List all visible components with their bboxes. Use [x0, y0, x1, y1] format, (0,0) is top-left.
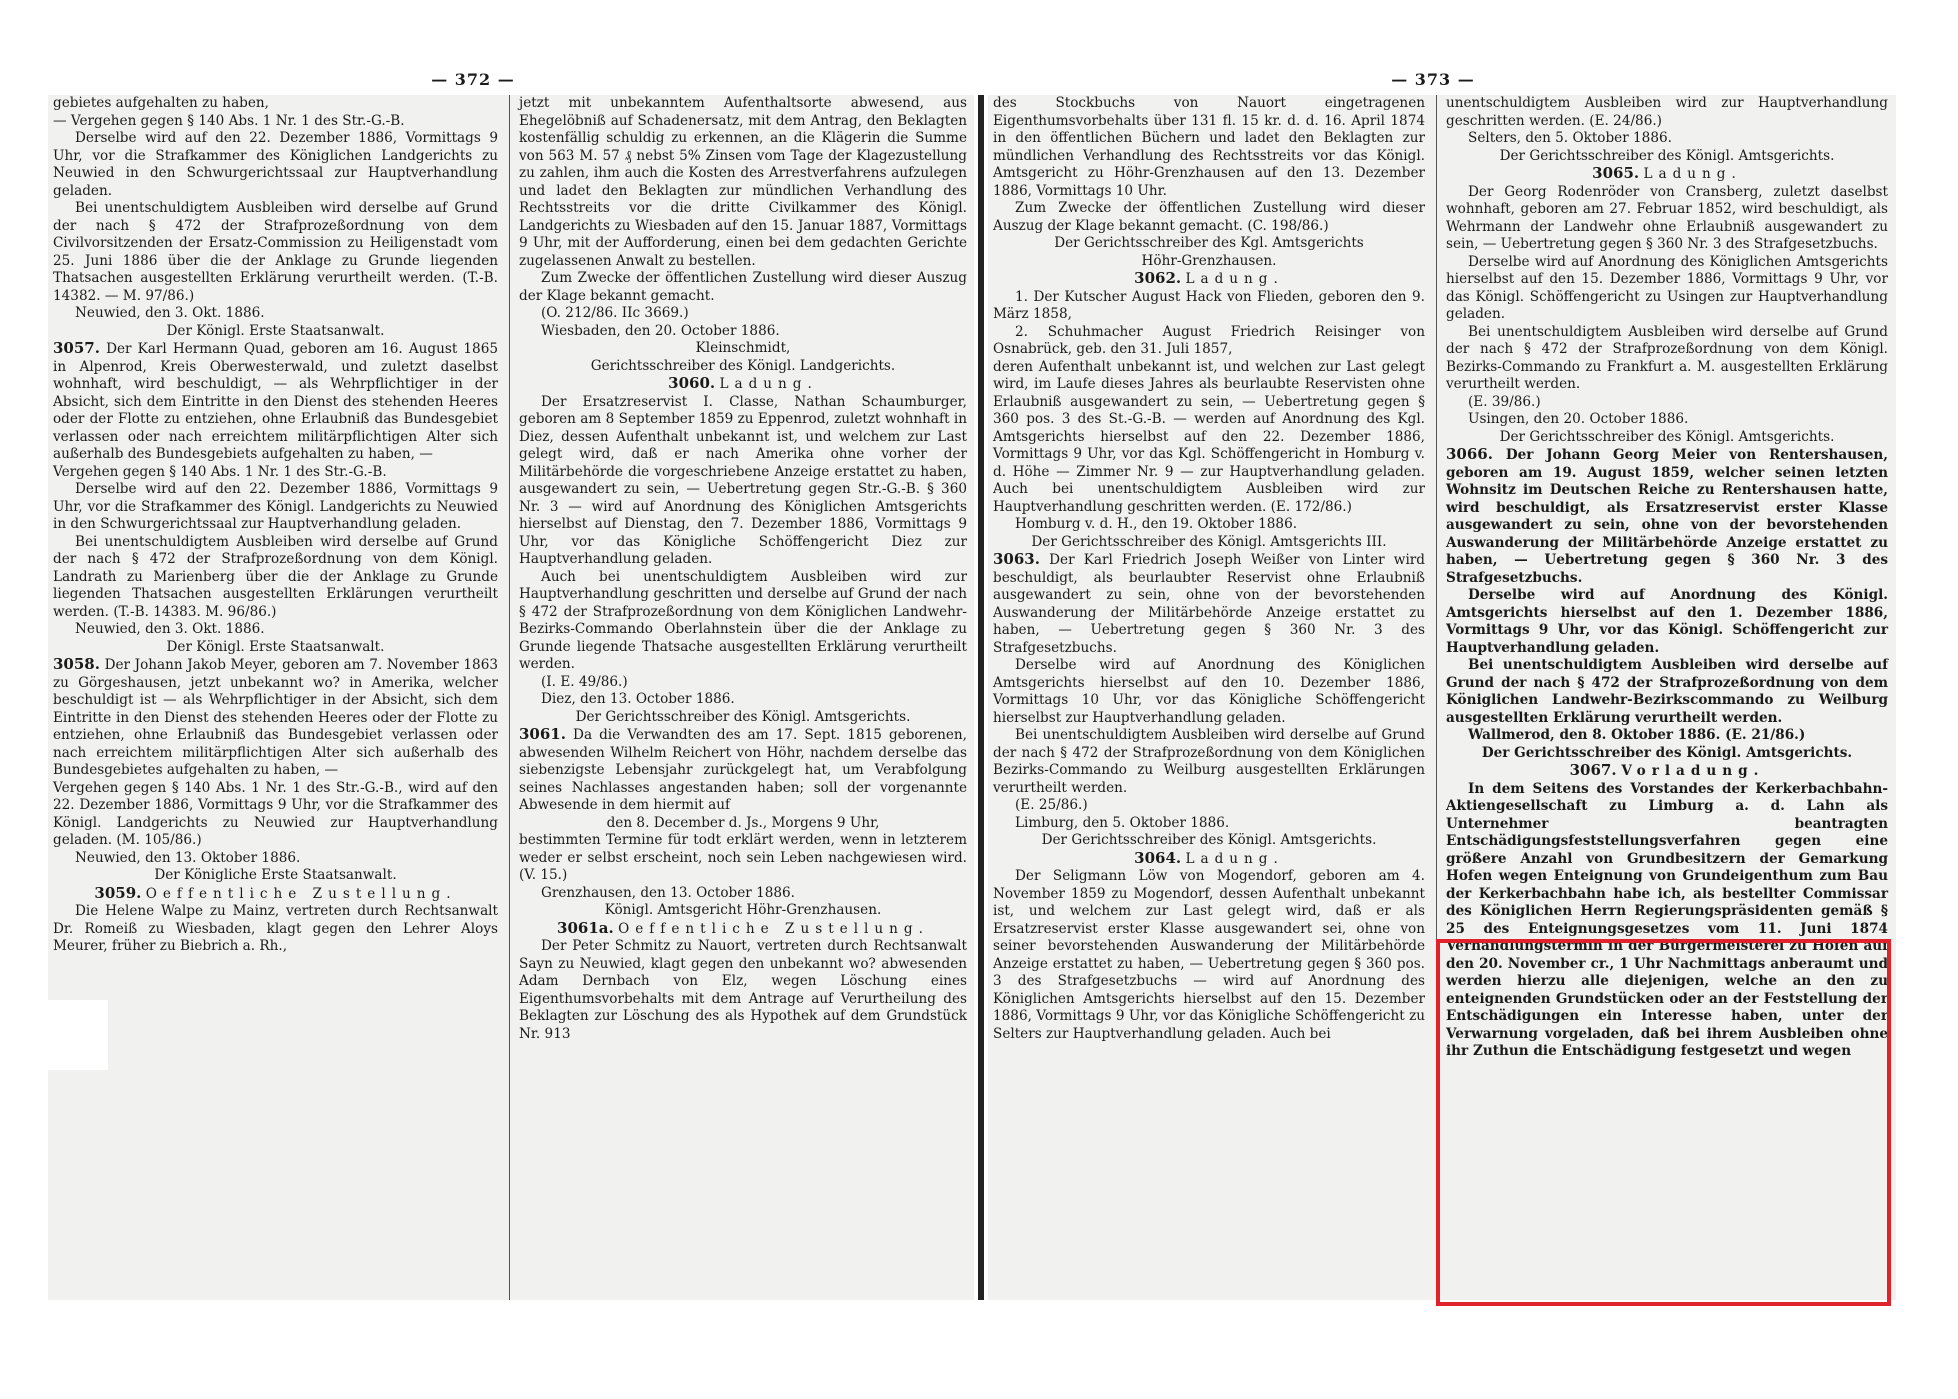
text-paragraph	[1446, 727, 1888, 745]
notice-number: 3059.	[94, 883, 142, 902]
notice-heading: Vorladung.	[1621, 763, 1765, 779]
text-paragraph	[519, 832, 967, 885]
text-paragraph	[53, 867, 498, 885]
text-paragraph	[1446, 148, 1888, 166]
notice-text: Der Königl. Erste Staatsanwalt.	[166, 322, 385, 339]
text-paragraph	[1446, 254, 1888, 324]
notice-paragraph	[993, 850, 1425, 869]
notice-text: Limburg, den 5. Oktober 1886.	[1015, 814, 1230, 831]
notice-text: Der Gerichtsschreiber des Königl. Amtsgerichts.	[1499, 428, 1835, 445]
column-1	[48, 95, 503, 1300]
page-number-right: — 373 —	[1391, 70, 1475, 89]
text-paragraph	[53, 621, 498, 639]
notice-text: (I. E. 49/86.)	[541, 673, 628, 690]
notice-text: Der Königl. Erste Staatsanwalt.	[166, 638, 385, 655]
text-paragraph	[993, 359, 1425, 517]
newspaper-page-373	[988, 95, 1896, 1300]
notice-text: des Stockbuchs von Nauort eingetragenen Eigenthumsvorbehalts über 131 fl. 15 kr. d. d. 16. April 1874 in den öffentlichen Büchern und ladet den Beklagten zur mündlichen Verhandlung des Rechtsstreits vor das Königl. Amtsgericht zu Höhr-Grenzhausen auf den 13. Dezember 1886, Vormittags 10 Uhr.	[993, 95, 1425, 199]
text-paragraph	[53, 534, 498, 622]
text-paragraph	[993, 534, 1425, 552]
notice-text: Der Johann Georg Meier von Rentershausen, geboren am 19. August 1859, welcher seinen letzten Wohnsitz im Deutschen Reiche zu Rentershausen hatte, wird beschuldigt, als Ersatzreservist erster Klasse ausgewandert zu sein, ohne von der bevorstehenden Auswanderung der Militärbehörde Anzeige erstattet zu haben, — Uebertretung gegen § 360 Nr. 3 des Strafgesetzbuchs.	[1446, 447, 1889, 586]
notice-paragraph	[53, 340, 498, 464]
text-paragraph	[519, 569, 967, 674]
notice-text: Derselbe wird auf Anordnung des Königlichen Amtsgerichts hierselbst auf den 15. Dezember 1886, Vormittags 9 Uhr, vor das Königl. Schöffengericht zu Usingen zur Hauptverhandlung geladen.	[1446, 253, 1888, 322]
notice-text: Die Helene Walpe zu Mainz, vertreten durch Rechtsanwalt Dr. Romeiß zu Wiesbaden, klagt gegen den Lehrer Aloys Meurer, früher zu Biebrich a. Rh.,	[53, 903, 498, 954]
text-paragraph	[53, 200, 498, 305]
notice-heading: Ladung.	[1643, 166, 1742, 182]
notice-number: 3057.	[53, 339, 100, 357]
text-paragraph	[519, 358, 967, 376]
text-paragraph	[993, 797, 1425, 815]
notice-text: Der Georg Rodenröder von Cransberg, zuletzt daselbst wohnhaft, geboren am 27. Februar 1852, wird beschuldigt, als Wehrmann der Landwehr ohne Erlaubniß ausgewandert zu sein, — Uebertretung gegen § 360 Nr. 3 des Strafgesetzbuchs.	[1446, 183, 1888, 252]
notice-text: den 8. December d. Js., Morgens 9 Uhr,	[606, 814, 880, 831]
text-paragraph	[993, 832, 1425, 850]
notice-text: Der Gerichtsschreiber des Königl. Amtsgerichts.	[1041, 832, 1377, 848]
text-paragraph	[53, 464, 498, 482]
notice-text: Der Königliche Erste Staatsanwalt.	[154, 867, 397, 883]
newspaper-page-372	[48, 95, 974, 1300]
notice-text: Der Peter Schmitz zu Nauort, vertreten durch Rechtsanwalt Sayn zu Neuwied, klagt gegen den unbekannt wo? abwesenden Adam Dernbach von Elz, wegen Löschung eines Eigenthumsvorbehalts mit dem Antrage auf Verurtheilung des Beklagten zur Löschung des als Hypothek auf dem Grundstück Nr. 913	[519, 938, 967, 1042]
notice-paragraph	[519, 726, 967, 815]
notice-number: 3061a.	[557, 918, 614, 937]
notice-text: Zum Zwecke der öffentlichen Zustellung wird dieser Auszug der Klage bekannt gemacht. (C. 198/86.)	[993, 200, 1425, 234]
text-paragraph	[993, 657, 1425, 727]
text-paragraph	[993, 200, 1425, 235]
notice-text: Gerichtsschreiber des Königl. Landgerichts.	[590, 357, 896, 374]
text-paragraph	[519, 691, 967, 709]
notice-text: Derselbe wird auf Anordnung des Königlichen Amtsgerichts hierselbst auf den 10. Dezember 1886, Vormittags 10 Uhr, vor das Königliche Schöffengericht hierselbst zur Hauptverhandlung geladen.	[993, 657, 1425, 726]
notice-paragraph	[519, 920, 967, 939]
notice-text: Neuwied, den 13. Oktober 1886.	[75, 849, 301, 866]
scan-blank-area	[48, 1000, 108, 1070]
text-paragraph	[519, 815, 967, 833]
notice-text: Selters, den 5. Oktober 1886.	[1468, 130, 1672, 146]
text-paragraph	[519, 938, 967, 1043]
notice-paragraph	[993, 270, 1425, 289]
notice-number: 3060.	[668, 374, 716, 392]
column-4	[1441, 95, 1893, 1300]
notice-heading: Ladung.	[1185, 271, 1284, 287]
text-paragraph	[519, 885, 967, 903]
text-paragraph	[519, 340, 967, 358]
notice-text: Wiesbaden, den 20. October 1886.	[541, 322, 780, 339]
notice-text: Der Gerichtsschreiber des Königl. Amtsgerichts.	[1481, 744, 1853, 761]
notice-text: 2. Schuhmacher August Friedrich Reisinger von Osnabrück, geb. den 31. Juli 1857,	[993, 323, 1425, 357]
text-paragraph	[993, 868, 1425, 1043]
notice-text: gebietes aufgehalten zu haben,	[53, 95, 269, 111]
notice-paragraph	[1446, 446, 1888, 587]
notice-text: unentschuldigtem Ausbleiben wird zur Hauptverhandlung geschritten werden. (E. 24/86.)	[1446, 95, 1888, 129]
notice-text: Bei unentschuldigtem Ausbleiben wird derselbe auf Grund der nach § 472 der Strafprozeßordnung von dem Königl. Landrath zu Marienberg über die der Anklage zu Grunde liegenden Thatsachen ausgestellten Erklärungen verurtheilt werden. (T.-B. 14383. M. 96/86.)	[53, 533, 498, 620]
column-rule	[509, 95, 510, 1300]
text-paragraph	[53, 113, 498, 131]
text-paragraph	[1446, 587, 1888, 657]
notice-text: Neuwied, den 3. Okt. 1886.	[75, 621, 265, 637]
notice-text: Vergehen gegen § 140 Abs. 1 Nr. 1 des Str.-G.-B., wird auf den 22. Dezember 1886, Vormittags 9 Uhr, vor die Strafkammer des Königl. Landgerichts zu Neuwied zur Hauptverhandlung geladen. (M. 105/86.)	[53, 779, 498, 848]
text-paragraph	[993, 235, 1425, 253]
notice-number: 3063.	[993, 550, 1040, 568]
notice-text: Derselbe wird auf den 22. Dezember 1886, Vormittags 9 Uhr, vor die Strafkammer des Königl. Landgerichts zu Neuwied in den Schwurgerichtssaal zur Hauptverhandlung geladen.	[53, 481, 498, 532]
notice-text: bestimmten Termine für todt erklärt werden, wenn in letzterem weder er selbst erscheint, noch sein Leben nachgewiesen wird. (V. 15.)	[519, 832, 967, 883]
text-paragraph	[993, 815, 1425, 833]
notice-text: Bei unentschuldigtem Ausbleiben wird derselbe auf Grund der nach § 472 der Strafprozeßordnung von dem Königlichen Bezirks-Commando zu Weilburg ausgestellten Erklärungen verurtheilt werden.	[993, 727, 1425, 796]
text-paragraph	[519, 394, 967, 569]
notice-text: — Vergehen gegen § 140 Abs. 1 Nr. 1 des Str.-G.-B.	[53, 112, 405, 129]
text-paragraph	[1446, 781, 1888, 1061]
notice-text: Der Seligmann Löw von Mogendorf, geboren am 4. November 1859 zu Mogendorf, dessen Aufenthalt unbekannt ist, und welchem zur Last gelegt wird, daß er als Ersatzreservist erster Klasse ausgewandert sei, ohne von seiner bevorstehenden Auswanderung der Militärbehörde Anzeige erstattet zu haben, — Uebertretung gegen § 360 pos. 3 des Strafgesetzbuchs — wird auf Anordnung des Königlichen Amtsgerichts hierselbst auf den 15. Dezember 1886, Vormittags 9 Uhr, vor das Königliche Schöffengericht zu Selters zur Hauptverhandlung geladen. Auch bei	[993, 868, 1425, 1042]
text-paragraph	[53, 305, 498, 323]
text-paragraph	[993, 253, 1425, 271]
notice-text: Der Gerichtsschreiber des Königl. Amtsgerichts.	[575, 708, 911, 725]
column-rule	[1436, 95, 1437, 1300]
notice-number: 3064.	[1134, 848, 1182, 867]
notice-heading: Ladung.	[719, 376, 818, 392]
text-paragraph	[993, 324, 1425, 359]
notice-number: 3058.	[53, 655, 100, 673]
notice-text: Neuwied, den 3. Okt. 1886.	[75, 305, 265, 321]
notice-paragraph	[53, 656, 498, 780]
text-paragraph	[1446, 429, 1888, 447]
notice-text: Der Johann Jakob Meyer, geboren am 7. November 1863 zu Görgeshausen, jetzt unbekannt wo? in Amerika, welcher beschuldigt ist — als Wehrpflichtiger in der Absicht, sich dem Eintritte in den Dienst des stehenden Heeres oder der Flotte zu entziehen, ohne Erlaubniß das Bundesgebiet verlassen oder nach erreichtem militärpflichtigen Alter sich außerhalb des Bundesgebietes aufgehalten zu haben, —	[53, 657, 498, 778]
text-paragraph	[1446, 95, 1888, 130]
text-paragraph	[53, 639, 498, 657]
text-paragraph	[519, 709, 967, 727]
text-paragraph	[53, 850, 498, 868]
notice-text: Auch bei unentschuldigtem Ausbleiben wird zur Hauptverhandlung geschritten und derselbe auf Grund der nach § 472 der Strafprozeßordnung von dem Königlichen Landwehr-Bezirks-Commando Oberlahnstein über die der Anklage zu Grunde liegende Thatsache ausgestellten Erklärung verurtheilt werden.	[519, 568, 967, 672]
notice-text: Grenzhausen, den 13. October 1886.	[541, 884, 796, 901]
notice-text: Derselbe wird auf Anordnung des Königl. Amtsgerichts hierselbst auf den 1. Dezember 1886, Vormittags 9 Uhr, vor das Königl. Schöffengericht zur Hauptverhandlung geladen.	[1446, 587, 1888, 656]
notice-text: (O. 212/86. IIc 3669.)	[541, 305, 689, 321]
text-paragraph	[519, 270, 967, 305]
notice-text: Der Gerichtsschreiber des Königl. Amtsgerichts III.	[1031, 533, 1387, 550]
text-paragraph	[519, 674, 967, 692]
text-paragraph	[993, 95, 1425, 200]
notice-text: Da die Verwandten des am 17. Sept. 1815 geborenen, abwesenden Wilhelm Reichert von Höhr, nachdem derselbe das siebenzigste Lebensjahr zurückgelegt hat, um Verabfolgung seines Nachlasses angestanden haben; soll der vorgenannte Abwesende in dem hiermit auf	[519, 727, 967, 813]
notice-text: Bei unentschuldigtem Ausbleiben wird derselbe auf Grund der nach § 472 der Strafprozeßordnung von dem Civilvorsitzenden der Ersatz-Commission zu Heiligenstadt vom 25. Juni 1886 über die der Anklage zu Grunde liegenden Thatsachen ausgestellten Erklärung verurtheilt werden. (T.-B. 14382. — M. 97/86.)	[53, 200, 498, 304]
text-paragraph	[1446, 657, 1888, 727]
notice-number: 3066.	[1446, 445, 1493, 463]
notice-text: Diez, den 13. October 1886.	[541, 691, 735, 707]
notice-heading: Ladung.	[1185, 850, 1284, 867]
text-paragraph	[53, 780, 498, 850]
text-paragraph	[53, 95, 498, 113]
notice-number: 3065.	[1592, 164, 1640, 182]
notice-text: jetzt mit unbekanntem Aufenthaltsorte abwesend, aus Ehegelöbniß auf Schadenersatz, mit dem Antrag, den Beklagten kostenfällig schuldig zu erkennen, an die Klägerin die Summe von 563 M. 57 ₰ nebst 5% Zinsen vom Tage der Klagezustellung zu zahlen, ihm auch die Kosten des Arrestverfahrens aufzulegen und ladet den Beklagten zur mündlichen Verhandlung des Rechtsstreits vor die dritte Civilkammer des Königl. Landgerichts zu Wiesbaden auf den 15. Januar 1887, Vormittags 9 Uhr, mit der Aufforderung, einen bei dem gedachten Gerichte zugelassenen Anwalt zu bestellen.	[519, 95, 967, 269]
text-paragraph	[1446, 394, 1888, 412]
text-paragraph	[1446, 130, 1888, 148]
notice-text: Usingen, den 20. October 1886.	[1468, 411, 1689, 427]
text-paragraph	[993, 727, 1425, 797]
notice-text: (E. 25/86.)	[1015, 797, 1088, 813]
notice-text: Derselbe wird auf den 22. Dezember 1886, Vormittags 9 Uhr, vor die Strafkammer des Königlichen Landgerichts zu Neuwied in den Schwurgerichtssaal zur Hauptverhandlung geladen.	[53, 130, 498, 199]
notice-text: Der Ersatzreservist I. Classe, Nathan Schaumburger, geboren am 8 September 1859 zu Eppenrod, zuletzt wohnhaft in Diez, dessen Aufenthalt unbekannt ist, und welchem zur Last gelegt wird, daß er nach Amerika ohne vorher der Militärbehörde die vorgeschriebene Anzeige erstattet zu haben, ausgewandert zu sein, — Uebertretung gegen Str.-G.-B. § 360 Nr. 3 — wird auf Anordnung des Königlichen Amtsgerichts hierselbst auf Dienstag, den 7. Dezember 1886, Vormittags 9 Uhr, vor das Königliche Schöffengericht Diez zur Hauptverhandlung geladen.	[519, 393, 967, 567]
column-3	[988, 95, 1430, 1300]
notice-text: Bei unentschuldigtem Ausbleiben wird derselbe auf Grund der nach § 472 der Strafprozeßordnung von dem Königl. Bezirks-Commando zu Frankfurt a. M. ausgestellten Erklärung verurtheilt werden.	[1446, 323, 1888, 392]
text-paragraph	[519, 305, 967, 323]
text-paragraph	[519, 95, 967, 270]
text-paragraph	[993, 516, 1425, 534]
notice-number: 3061.	[519, 725, 566, 743]
column-2	[514, 95, 972, 1300]
notice-paragraph	[53, 885, 498, 904]
notice-heading: Oeffentliche Zustellung.	[145, 885, 457, 902]
notice-paragraph	[1446, 762, 1888, 781]
notice-number: 3067.	[1569, 761, 1617, 779]
notice-text: Der Gerichtsschreiber des Königl. Amtsgerichts.	[1499, 147, 1835, 164]
text-paragraph	[53, 903, 498, 956]
text-paragraph	[519, 323, 967, 341]
notice-text: Zum Zwecke der öffentlichen Zustellung wird dieser Auszug der Klage bekannt gemacht.	[519, 270, 967, 304]
notice-text: 1. Der Kutscher August Hack von Flieden, geboren den 9. März 1858,	[993, 288, 1425, 322]
text-paragraph	[53, 481, 498, 534]
notice-text: Bei unentschuldigtem Ausbleiben wird derselbe auf Grund der nach § 472 der Strafprozeßordnung von dem Königlichen Landwehr-Bezirkscommando zu Weilburg ausgestellten Erklärung verurtheilt werden.	[1446, 657, 1888, 726]
text-paragraph	[1446, 324, 1888, 394]
page-gutter-rule	[978, 95, 984, 1300]
notice-text: Der Karl Friedrich Joseph Weißer von Linter wird beschuldigt, als beurlaubter Reservist ohne Erlaubniß ausgewandert zu sein, ohne von der bevorstehenden Auswanderung der Militärbehörde Anzeige erstattet zu haben, — Uebertretung gegen § 360 Nr. 3 des Strafgesetzbuchs.	[993, 552, 1425, 656]
notice-paragraph	[1446, 165, 1888, 184]
notice-text: (E. 39/86.)	[1468, 393, 1541, 410]
text-paragraph	[1446, 745, 1888, 763]
notice-paragraph	[519, 375, 967, 394]
text-paragraph	[53, 323, 498, 341]
page-number-left: — 372 —	[431, 70, 515, 89]
notice-text: Königl. Amtsgericht Höhr-Grenzhausen.	[604, 902, 882, 918]
text-paragraph	[993, 289, 1425, 324]
notice-text: deren Aufenthalt unbekannt ist, und welchen zur Last gelegt wird, im Laufe dieses Jahres als beurlaubte Reservisten ohne Erlaubniß ausgewandert zu sein, — Uebertretung gegen § 360 pos. 3 des St.-G.-B. — werden auf Anordnung des Kgl. Amtsgerichts hierselbst auf den 22. Dezember 1886, Vormittags 9 Uhr, vor das Kgl. Schöffengericht in Homburg v. d. Höhe — Zimmer Nr. 9 — zur Hauptverhandlung geladen. Auch bei unentschuldigtem Ausbleiben wird zur Hauptverhandlung geschritten werden. (E. 172/86.)	[993, 358, 1425, 515]
text-paragraph	[519, 902, 967, 920]
notice-text: Der Karl Hermann Quad, geboren am 16. August 1865 in Alpenrod, Kreis Oberwesterwald, und zuletzt daselbst wohnhaft, wird beschuldigt, — als Wehrpflichtiger in der Absicht, sich dem Eintritte in den Dienst des stehenden Heeres oder der Flotte zu entziehen, ohne Erlaubniß das Bundesgebiet verlassen oder nach erreichtem militärpflichtigen Alter sich außerhalb des Bundesgebiets aufgehalten zu haben, —	[53, 341, 498, 462]
notice-text: Höhr-Grenzhausen.	[1141, 252, 1277, 269]
text-paragraph	[1446, 184, 1888, 254]
text-paragraph	[53, 130, 498, 200]
notice-paragraph	[993, 551, 1425, 657]
text-paragraph	[1446, 411, 1888, 429]
notice-text: Kleinschmidt,	[695, 340, 791, 356]
notice-text: Wallmerod, den 8. Oktober 1886. (E. 21/86.)	[1468, 727, 1806, 743]
notice-text: Vergehen gegen § 140 Abs. 1 Nr. 1 des Str.-G.-B.	[53, 463, 387, 480]
notice-text: Homburg v. d. H., den 19. Oktober 1886.	[1015, 516, 1298, 532]
notice-text: Der Gerichtsschreiber des Kgl. Amtsgerichts	[1054, 235, 1364, 251]
notice-number: 3062.	[1134, 269, 1182, 287]
notice-heading: Oeffentliche Zustellung.	[618, 920, 929, 937]
notice-text: In dem Seitens des Vorstandes der Kerkerbachbahn-Aktiengesellschaft zu Limburg a. d. Lahn als Unternehmer beantragten Entschädigungsfeststellungsverfahren gegen eine größere Anzahl von Grundbesitzern der Gemarkung Hofen wegen Enteignung von Grundeigenthum zum Bau der Kerkerbachbahn habe ich, als bestellter Commissar des Königlichen Herrn Regierungspräsidenten gemäß § 25 des Enteignungsgesetzes vom 11. Juni 1874 Verhandlungstermin in der Bürgermeisterei zu Hofen auf den 20. November cr., 1 Uhr Nachmittags anberaumt und werden hierzu alle diejenigen, welche an den zu enteignenden Grundstücken oder an der Feststellung der Entschädigungen ein Interesse haben, unter der Verwarnung vorgeladen, daß bei ihrem Ausbleiben ohne ihr Zuthun die Entschädigung festgesetzt und wegen	[1446, 780, 1888, 1059]
